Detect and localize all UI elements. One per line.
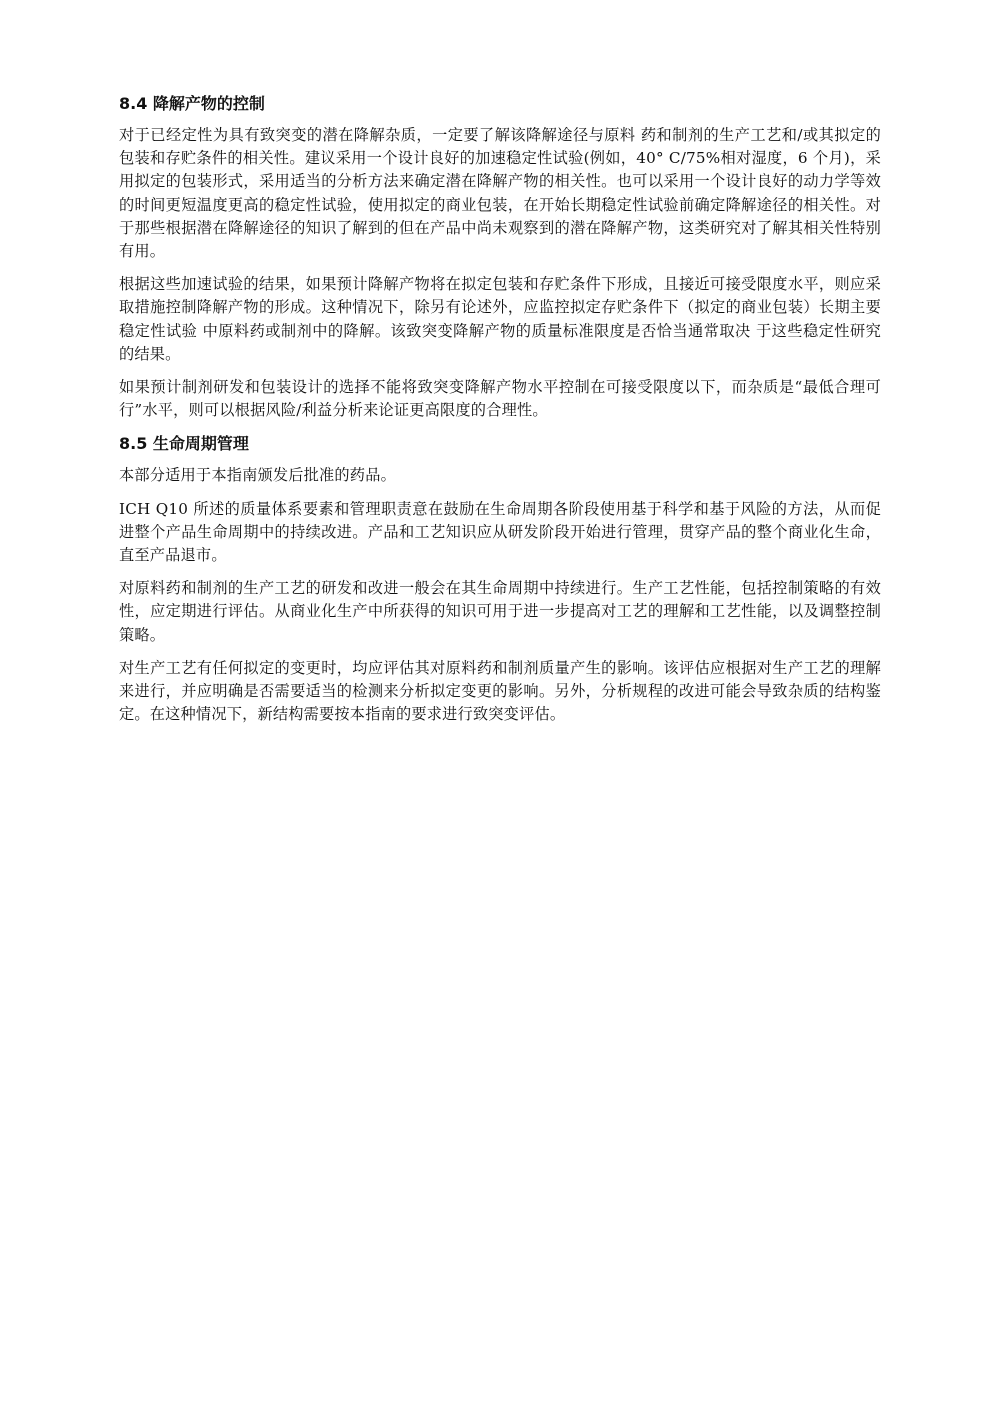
paragraph: 对原料药和制剂的生产工艺的研发和改进一般会在其生命周期中持续进行。生产工艺性能，包括控制策略的有效性，应定期进行评估。从商业化生产中所获得的知识可用于进一步提高对工艺的理解和工艺性能，以及调整控制策略。: [119, 579, 881, 644]
paragraph: 如果预计制剂研发和包装设计的选择不能将致突变降解产物水平控制在可接受限度以下，而杂质是“最低合理可行”水平，则可以根据风险/利益分析来论证更高限度的合理性。: [119, 378, 881, 420]
document-page: [119, 92, 881, 736]
section-heading-8-4: 8.4 降解产物的控制: [119, 94, 265, 113]
paragraph: 根据这些加速试验的结果，如果预计降解产物将在拟定包装和存贮条件下形成，且接近可接受限度水平，则应采取措施控制降解产物的形成。这种情况下，除另有论述外，应监控拟定存贮条件下（拟定的商业包装）长期主要稳定性试验 中原料药或制剂中的降解。该致突变降解产物的质量标准限度是否恰当通常取决 于这些稳定性研究的结果。: [119, 275, 881, 363]
section-heading-8-5: 8.5 生命周期管理: [119, 434, 249, 454]
paragraph: ICH Q10 所述的质量体系要素和管理职责意在鼓励在生命周期各阶段使用基于科学和基于风险的方法，从而促进整个产品生命周期中的持续改进。产品和工艺知识应从研发阶段开始进行管理，贯穿产品的整个商业化生命，直至产品退市。: [119, 499, 881, 565]
paragraph: 本部分适用于本指南颁发后批准的药品。: [119, 466, 396, 485]
paragraph: 对于已经定性为具有致突变的潜在降解杂质，一定要了解该降解途径与原料 药和制剂的生产工艺和/或其拟定的包装和存贮条件的相关性。建议采用一个设计良好的加速稳定性试验(例如，40° C/75%相对湿度，6 个月)，采用拟定的包装形式，采用适当的分析方法来确定潜在降解产物的相关性。也可以采用一个设计良好的动力学等效的时间更短温度更高的稳定性试验，使用拟定的商业包装，在开始长期稳定性试验前确定降解途径的相关性。对于那些根据潜在降解途径的知识了解到的但在产品中尚未观察到的潜在降解产物，这类研究对了解其相关性特别有用。: [119, 126, 881, 261]
paragraph: 对生产工艺有任何拟定的变更时，均应评估其对原料药和制剂质量产生的影响。该评估应根据对生产工艺的理解来进行，并应明确是否需要适当的检测来分析拟定变更的影响。另外，分析规程的改进可能会导致杂质的结构鉴定。在这种情况下，新结构需要按本指南的要求进行致突变评估。: [119, 658, 881, 724]
